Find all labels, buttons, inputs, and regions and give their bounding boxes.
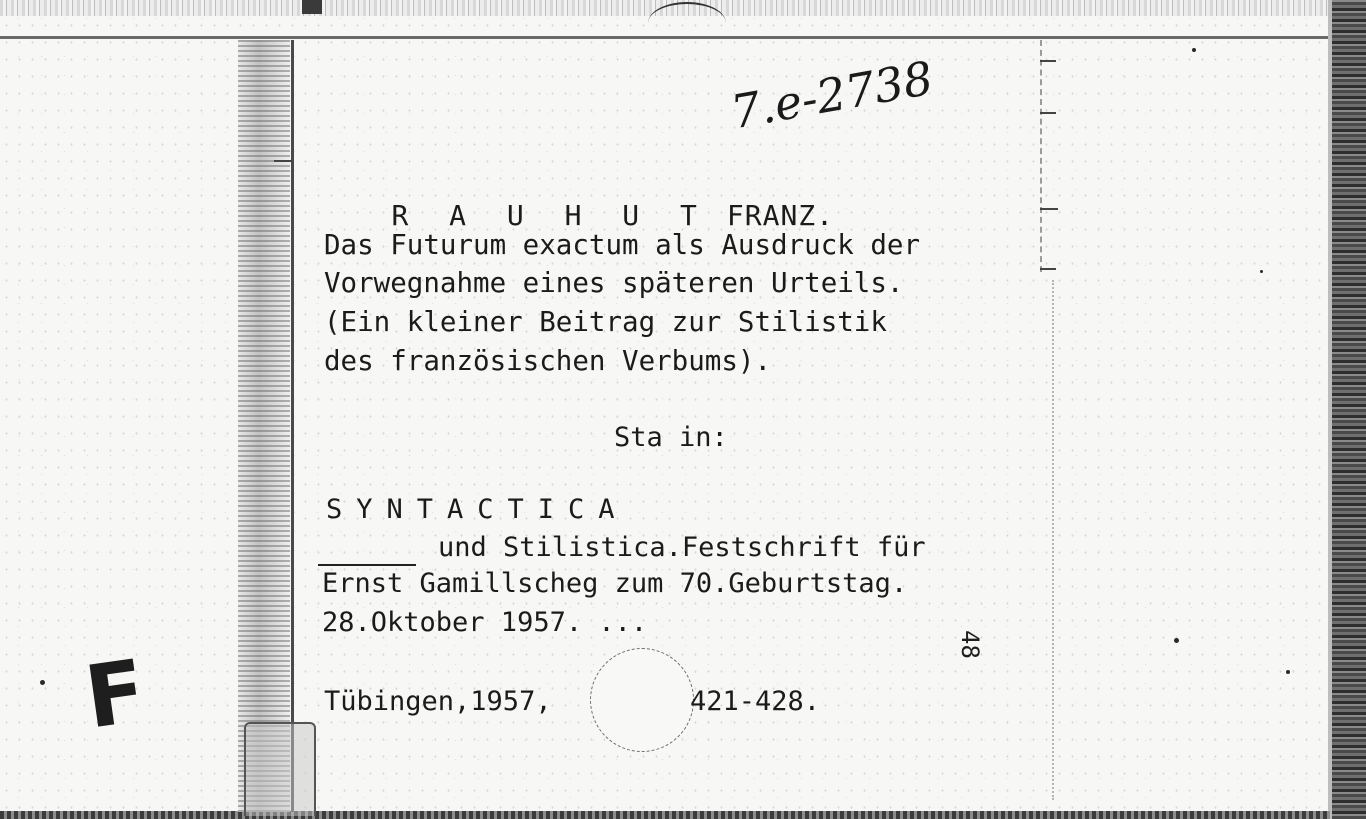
scan-dot	[40, 680, 45, 685]
punch-hole	[590, 648, 694, 752]
margin-tick	[1040, 60, 1056, 62]
title-line: (Ein kleiner Beitrag zur Stilistik	[324, 306, 887, 338]
card-right-dotted-edge	[1052, 280, 1056, 800]
title-line: Vorwegnahme eines späteren Urteils.	[324, 267, 904, 299]
spine-tab	[244, 722, 316, 816]
card-left-edge	[291, 40, 294, 812]
in-label: Sta in:	[614, 422, 728, 453]
collection-line: 28.Oktober 1957. ...	[322, 607, 648, 638]
spine-tick	[274, 160, 292, 162]
binding-spine	[238, 40, 290, 812]
scan-dot	[1174, 638, 1179, 643]
author-surname: R A U H U T	[391, 199, 709, 232]
card-right-margin-marks	[1040, 40, 1060, 272]
call-number: 7.e-2738	[726, 50, 937, 140]
collection-title: SYNTACTICA	[326, 494, 629, 525]
collection-underline	[318, 564, 416, 566]
bottom-scan-edge	[0, 811, 1330, 819]
margin-tick	[1040, 268, 1056, 270]
collection-line: Ernst Gamillscheg zum 70.Geburtstag.	[322, 568, 908, 599]
page-range: 421-428.	[690, 686, 821, 717]
top-edge-mark	[302, 0, 322, 14]
margin-tick	[1040, 208, 1058, 210]
imprint: Tübingen,1957,	[324, 686, 552, 717]
stamp-letter: F	[79, 641, 152, 749]
margin-tick	[1040, 112, 1056, 114]
title-line: Das Futurum exactum als Ausdruck der	[324, 229, 921, 261]
collection-line: und Stilistica.Festschrift für	[438, 532, 926, 563]
card-top-edge	[0, 36, 1330, 39]
author-given-name: FRANZ.	[726, 199, 835, 232]
scan-dot	[1286, 670, 1290, 674]
margin-number: 48	[956, 630, 984, 659]
right-scan-edge	[1332, 0, 1366, 819]
scan-dot	[1192, 48, 1196, 52]
title-line: des französischen Verbums).	[324, 345, 772, 377]
scan-dot	[1260, 270, 1263, 273]
